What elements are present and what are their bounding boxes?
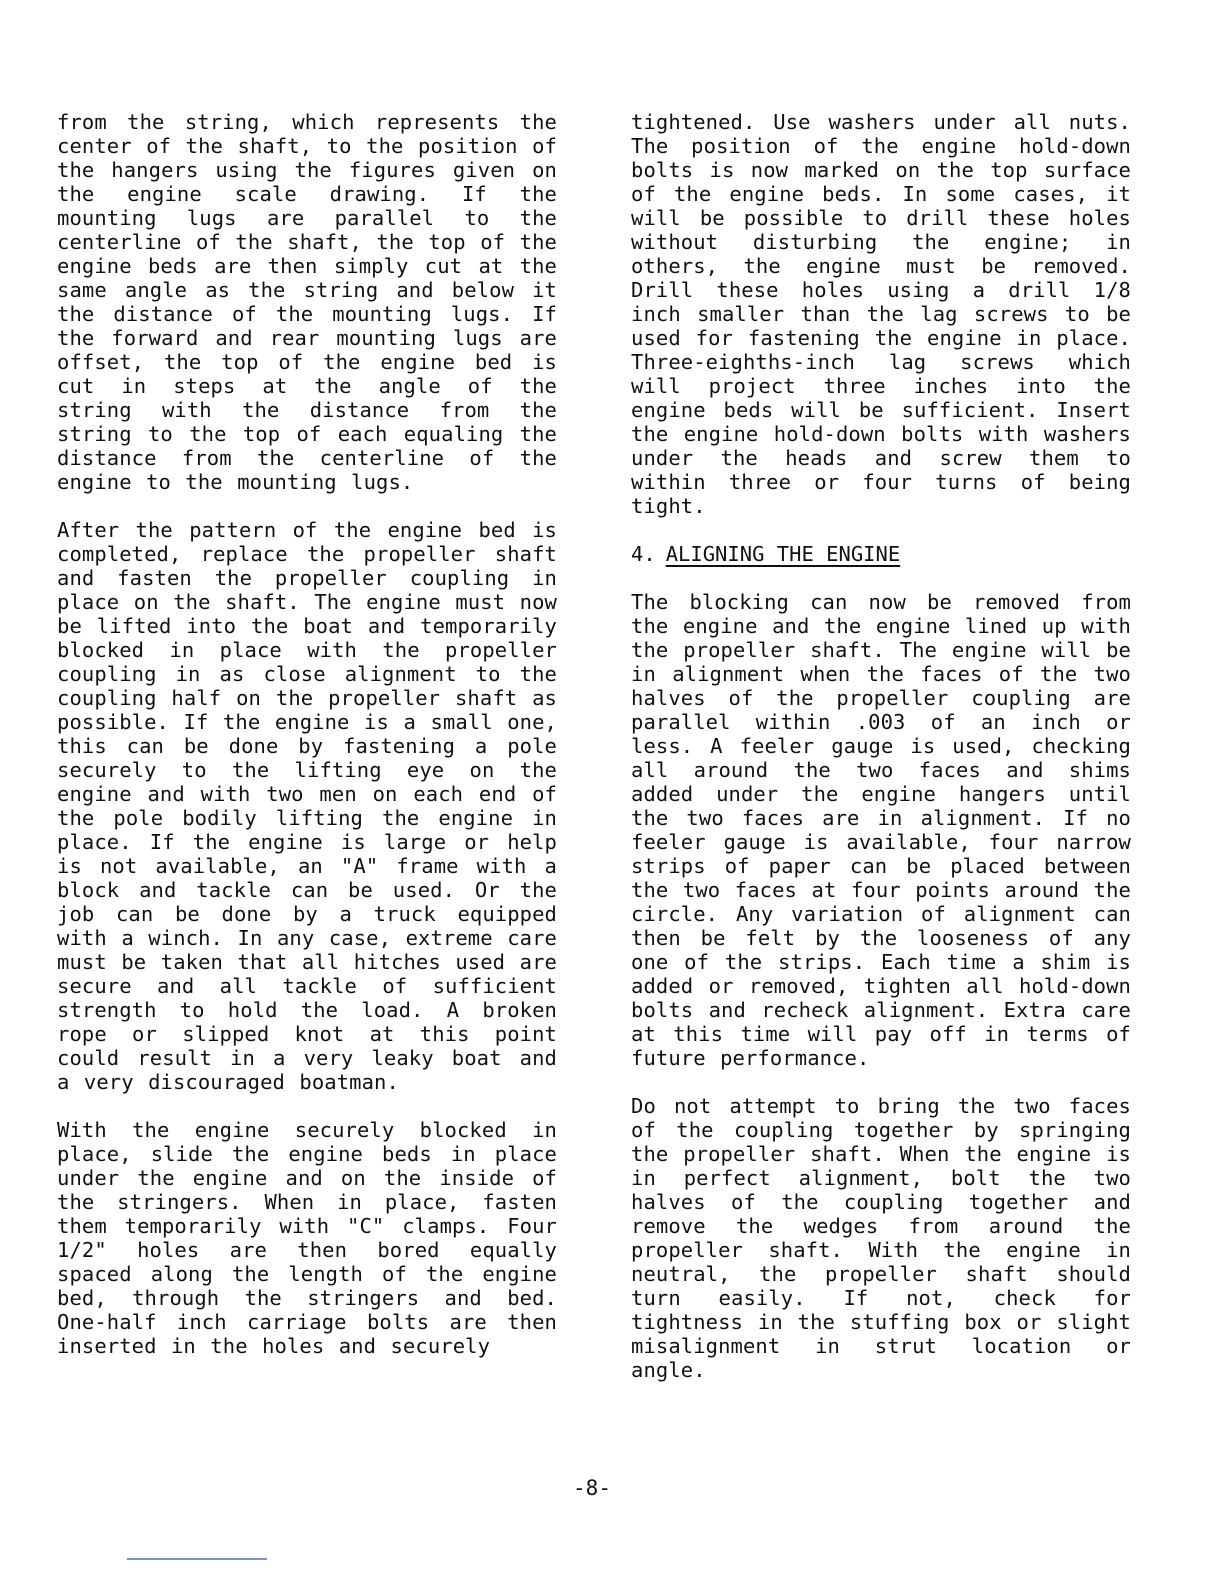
body-paragraph: tightened. Use washers under all nuts. The position of the engine hold-down bolts is now marked on the top surface of the engine beds. In some cases, it will be possible to drill these holes without disturbing the engine; in others, the engine must be removed. Drill these holes using a drill 1/8 inch smaller than the lag screws to be used for fastening the engine in place. Three-eighths-inch lag screws which will project three inches into the engine beds will be sufficient. Insert the engine hold-down bolts with washers under the heads and screw them to within three or four turns of being tight. — [631, 110, 1131, 518]
body-paragraph: With the engine securely blocked in place, slide the engine beds in place under the engine and on the inside of the stringers. When in place, fasten them temporarily with "C" clamps. Four 1/2" holes are then bored equally spaced along the length of the engine bed, through the stringers and bed. One-half inch carriage bolts are then inserted in the holes and securely — [57, 1118, 557, 1358]
section-heading — [631, 542, 1131, 566]
section-title: ALIGNING THE ENGINE — [665, 542, 901, 566]
body-paragraph: The blocking can now be removed from the engine and the engine lined up with the propeller shaft. The engine will be in alignment when the faces of the two halves of the propeller coupling are parallel within .003 of an inch or less. A feeler gauge is used, checking all around the two faces and shims added under the engine hangers until the two faces are in alignment. If no feeler gauge is available, four narrow strips of paper can be placed between the two faces at four points around the circle. Any variation of alignment can then be felt by the looseness of any one of the strips. Each time a shim is added or removed, tighten all hold-down bolts and recheck alignment. Extra care at this time will pay off in terms of future performance. — [631, 590, 1131, 1070]
left-column — [57, 110, 557, 1382]
right-column — [631, 110, 1131, 1406]
body-paragraph: from the string, which represents the center of the shaft, to the position of the hangers using the figures given on the engine scale drawing. If the mounting lugs are parallel to the centerline of the shaft, the top of the engine beds are then simply cut at the same angle as the string and below it the distance of the mounting lugs. If the forward and rear mounting lugs are offset, the top of the engine bed is cut in steps at the angle of the string with the distance from the string to the top of each equaling the distance from the centerline of the engine to the mounting lugs. — [57, 110, 557, 494]
page-number: -8- — [573, 1476, 611, 1500]
footer-rule — [127, 1558, 267, 1560]
section-number: 4. — [631, 542, 656, 566]
body-paragraph: Do not attempt to bring the two faces of the coupling together by springing the propeller shaft. When the engine is in perfect alignment, bolt the two halves of the coupling together and remove the wedges from around the propeller shaft. With the engine in neutral, the propeller shaft should turn easily. If not, check for tightness in the stuffing box or slight misalignment in strut location or angle. — [631, 1094, 1131, 1382]
body-paragraph: After the pattern of the engine bed is completed, replace the propeller shaft and fasten the propeller coupling in place on the shaft. The engine must now be lifted into the boat and temporarily blocked in place with the propeller coupling in as close alignment to the coupling half on the propeller shaft as possible. If the engine is a small one, this can be done by fastening a pole securely to the lifting eye on the engine and with two men on each end of the pole bodily lifting the engine in place. If the engine is large or help is not available, an "A" frame with a block and tackle can be used. Or the job can be done by a truck equipped with a winch. In any case, extreme care must be taken that all hitches used are secure and all tackle of sufficient strength to hold the load. A broken rope or slipped knot at this point could result in a very leaky boat and a very discouraged boatman. — [57, 518, 557, 1094]
